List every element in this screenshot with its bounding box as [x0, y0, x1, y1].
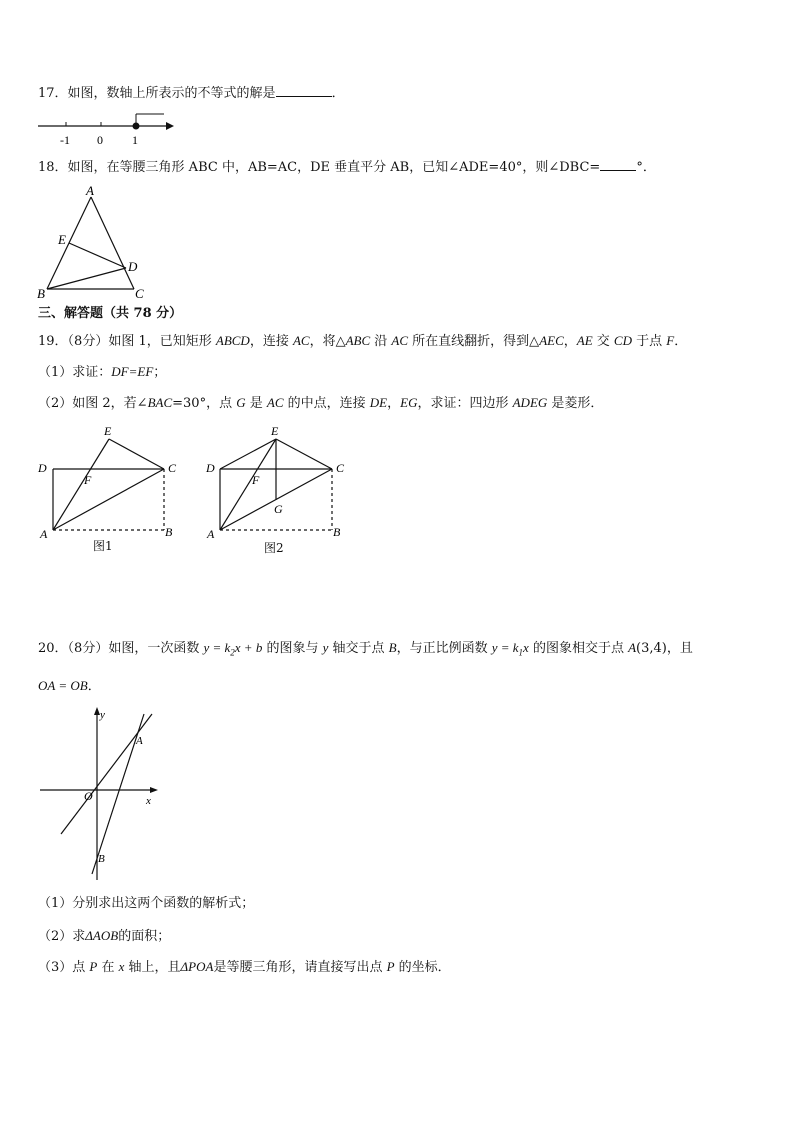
q19-text: 19．（8分）如图 1，已知矩形 ABCD，连接 AC，将△ABC 沿 AC 所在直线翻折，得到△AEC，AE 交 CD 于点 F． — [38, 333, 688, 349]
fig1-label-e: E — [104, 424, 112, 438]
q18-number: 18． — [38, 160, 68, 175]
fig2-label-c: C — [336, 461, 345, 475]
q17-number: 17． — [38, 86, 68, 101]
fig1-label-f: F — [84, 473, 92, 487]
q17-solid-point — [133, 123, 140, 130]
fig2-caption: 图2 — [264, 541, 284, 555]
q17-body: 如图，数轴上所表示的不等式的解是 — [67, 86, 276, 101]
fig1-label-d: D — [38, 461, 47, 475]
fig1-label-a: A — [40, 527, 48, 541]
q18-body: 如图，在等腰三角形 ABC 中，AB=AC，DE 垂直平分 AB，已知∠ADE=40°，则∠DBC= — [67, 160, 601, 175]
fig2-label-d: D — [206, 461, 215, 475]
fig1-caption: 图1 — [93, 539, 113, 553]
q20-condition: OA = OB． — [38, 678, 101, 694]
fig2-label-b: B — [333, 525, 341, 539]
q20-part1: （1）分别求出这两个函数的解析式； — [38, 896, 255, 911]
q20-text: 20．（8分）如图，一次函数 $y = k_2x + b$ 的图象与 y 轴交于点 B，与正比例函数 $y = k_1x$ 的图象相交于点 A(3,4)，且 — [38, 640, 693, 658]
q17-number-line — [36, 108, 186, 148]
q18-label-e: E — [58, 232, 66, 247]
q18-triangle-figure — [34, 182, 164, 304]
fig2-label-a: A — [207, 527, 215, 541]
q17-tick-label: -1 — [60, 133, 70, 147]
q19-figure-1 — [36, 424, 186, 542]
fig2-label-f: F — [252, 473, 260, 487]
q18-label-c: C — [135, 286, 144, 301]
q19-part2: （2）如图 2，若∠BAC=30°，点 G 是 AC 的中点，连接 DE，EG，求证：四边形 ADEG 是菱形． — [38, 395, 604, 411]
q18-label-a: A — [86, 183, 94, 198]
q18-answer-blank[interactable] — [600, 157, 636, 171]
q20-label-o: O — [84, 789, 93, 803]
q18-label-d: D — [128, 259, 138, 274]
q18-label-b: B — [37, 286, 45, 301]
q17-answer-blank[interactable] — [276, 83, 332, 97]
q20-label-b: B — [98, 853, 105, 865]
fig2-label-e: E — [271, 424, 279, 438]
fig1-label-b: B — [165, 525, 173, 539]
fig2-label-g: G — [274, 502, 283, 516]
q20-part2: （2）求ΔAOB的面积； — [38, 928, 171, 944]
q17-tick-label: 0 — [97, 133, 103, 147]
q19-part1: （1）求证：DF=EF； — [38, 364, 167, 380]
q17-tick-label: 1 — [132, 133, 138, 147]
q20-label-x: x — [146, 795, 151, 807]
q20-label-a: A — [136, 735, 143, 747]
section-heading: 三、解答题（共 78 分） — [38, 306, 183, 321]
fig1-label-c: C — [168, 461, 177, 475]
q20-part3: （3）点 P 在 x 轴上，且ΔPOA是等腰三角形，请直接写出点 P 的坐标． — [38, 959, 451, 975]
q17-text: 17．如图，数轴上所表示的不等式的解是 ． — [38, 83, 345, 103]
q20-coordinate-figure — [36, 704, 166, 884]
q20-label-y: y — [100, 709, 105, 721]
q19-figure-2 — [204, 424, 354, 542]
q18-text: 18．如图，在等腰三角形 ABC 中，AB=AC，DE 垂直平分 AB，已知∠ADE=40°，则∠DBC= °． — [38, 157, 656, 177]
